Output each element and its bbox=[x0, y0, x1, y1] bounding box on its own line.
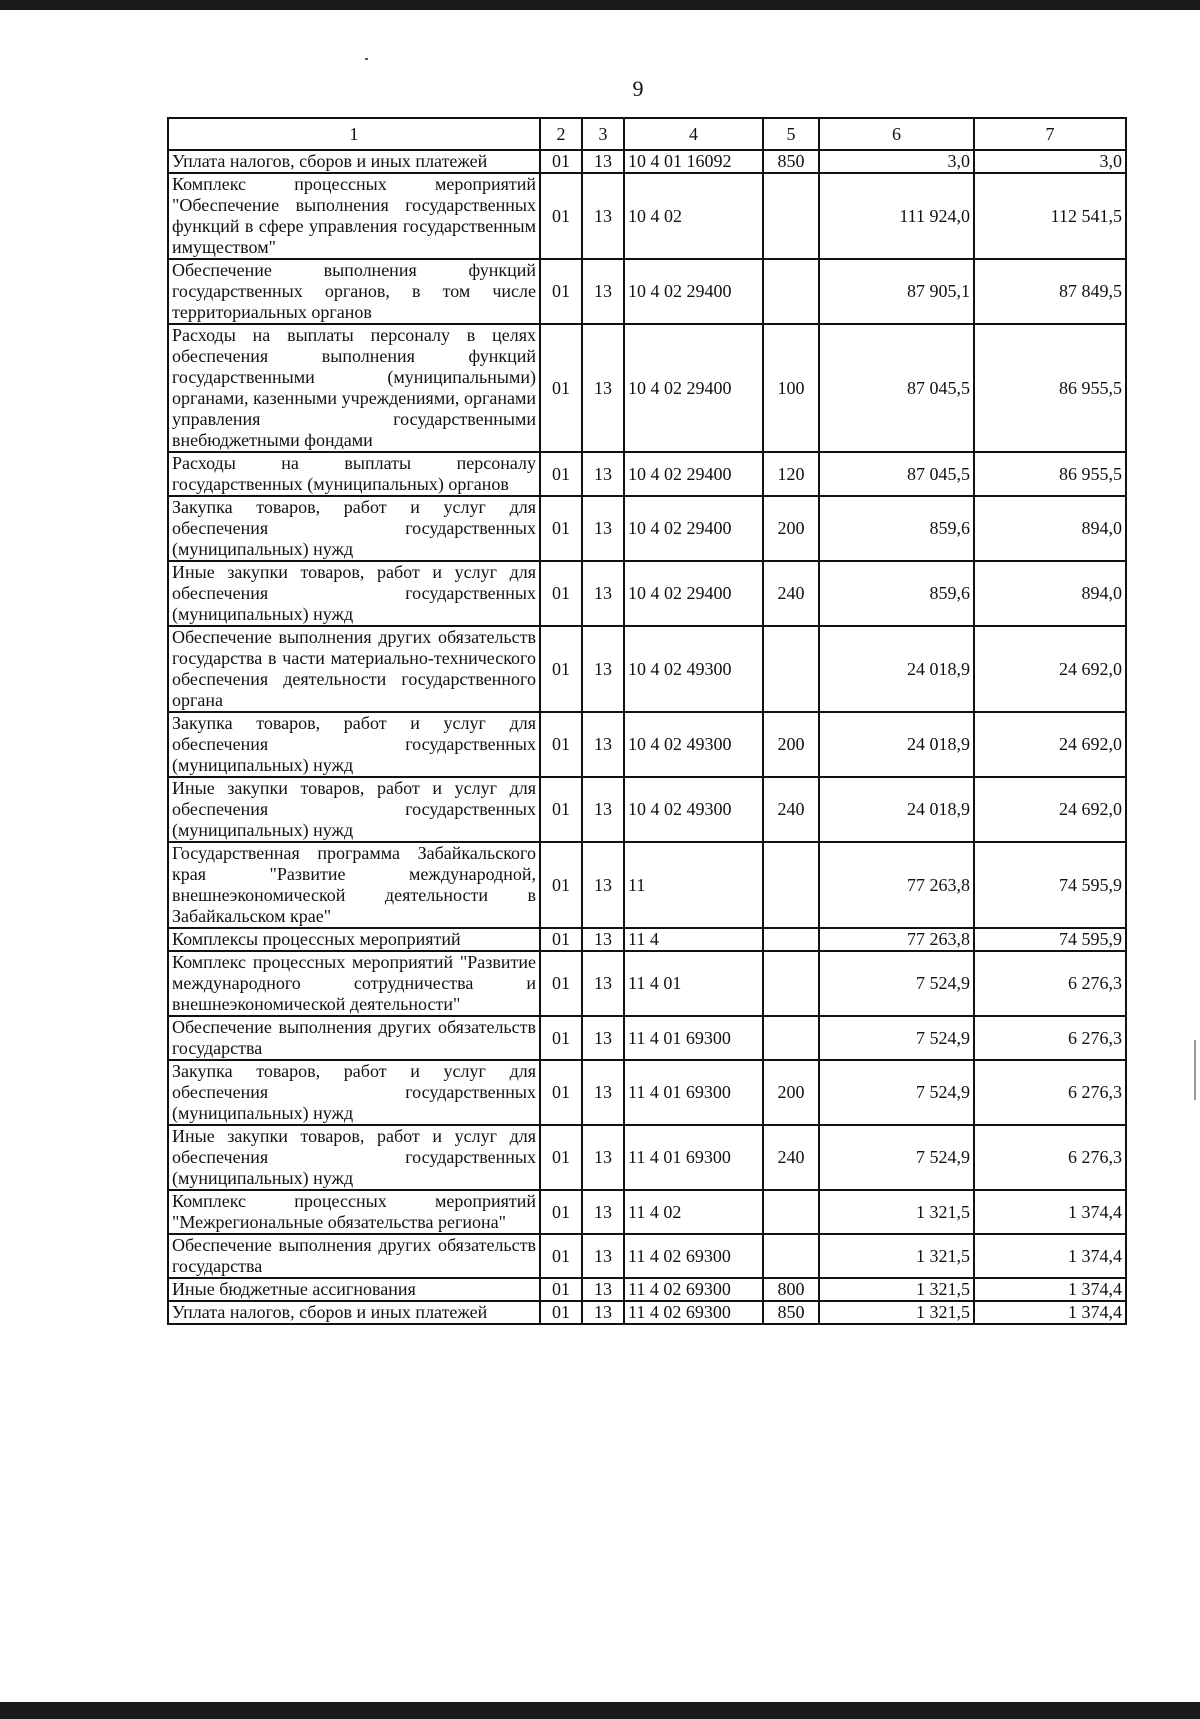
subsection-code: 13 bbox=[582, 150, 624, 173]
amount-year-1: 24 018,9 bbox=[819, 626, 974, 712]
expense-type-code bbox=[763, 173, 819, 259]
amount-year-2: 6 276,3 bbox=[974, 1016, 1126, 1060]
section-code: 01 bbox=[540, 150, 582, 173]
row-description: Закупка товаров, работ и услуг для обеспечения государственных (муниципальных) нужд bbox=[168, 496, 540, 561]
section-code: 01 bbox=[540, 452, 582, 496]
subsection-code: 13 bbox=[582, 1190, 624, 1234]
table-row bbox=[168, 173, 1126, 259]
target-article-code: 10 4 02 49300 bbox=[624, 712, 763, 777]
amount-year-2: 112 541,5 bbox=[974, 173, 1126, 259]
scan-speck bbox=[1194, 1040, 1196, 1100]
row-description: Расходы на выплаты персоналу государственных (муниципальных) органов bbox=[168, 452, 540, 496]
table-row bbox=[168, 777, 1126, 842]
table-body bbox=[168, 150, 1126, 1324]
expense-type-code bbox=[763, 259, 819, 324]
amount-year-2: 86 955,5 bbox=[974, 324, 1126, 452]
row-description: Комплексы процессных мероприятий bbox=[168, 928, 540, 951]
amount-year-1: 87 905,1 bbox=[819, 259, 974, 324]
scan-speck bbox=[365, 58, 368, 60]
row-description: Комплекс процессных мероприятий "Межрегиональные обязательства региона" bbox=[168, 1190, 540, 1234]
expense-type-code bbox=[763, 1016, 819, 1060]
row-description: Обеспечение выполнения функций государственных органов, в том числе территориальных органов bbox=[168, 259, 540, 324]
amount-year-2: 894,0 bbox=[974, 496, 1126, 561]
subsection-code: 13 bbox=[582, 1125, 624, 1190]
table-row bbox=[168, 928, 1126, 951]
amount-year-1: 859,6 bbox=[819, 561, 974, 626]
row-description: Обеспечение выполнения других обязательств государства в части материально-технического обеспечения деятельности государственного органа bbox=[168, 626, 540, 712]
amount-year-2: 1 374,4 bbox=[974, 1301, 1126, 1324]
expense-type-code bbox=[763, 951, 819, 1016]
table-row bbox=[168, 561, 1126, 626]
subsection-code: 13 bbox=[582, 324, 624, 452]
amount-year-2: 87 849,5 bbox=[974, 259, 1126, 324]
column-header: 1 bbox=[168, 118, 540, 150]
target-article-code: 11 4 02 69300 bbox=[624, 1278, 763, 1301]
column-header: 6 bbox=[819, 118, 974, 150]
amount-year-2: 6 276,3 bbox=[974, 1060, 1126, 1125]
amount-year-2: 6 276,3 bbox=[974, 1125, 1126, 1190]
section-code: 01 bbox=[540, 712, 582, 777]
amount-year-1: 1 321,5 bbox=[819, 1278, 974, 1301]
amount-year-1: 3,0 bbox=[819, 150, 974, 173]
expense-type-code: 200 bbox=[763, 1060, 819, 1125]
target-article-code: 10 4 02 29400 bbox=[624, 561, 763, 626]
expense-type-code bbox=[763, 626, 819, 712]
amount-year-2: 1 374,4 bbox=[974, 1234, 1126, 1278]
amount-year-1: 1 321,5 bbox=[819, 1301, 974, 1324]
subsection-code: 13 bbox=[582, 712, 624, 777]
table-row bbox=[168, 1234, 1126, 1278]
amount-year-2: 3,0 bbox=[974, 150, 1126, 173]
row-description: Обеспечение выполнения других обязательств государства bbox=[168, 1234, 540, 1278]
target-article-code: 11 4 02 69300 bbox=[624, 1234, 763, 1278]
table-row bbox=[168, 626, 1126, 712]
amount-year-1: 87 045,5 bbox=[819, 324, 974, 452]
expense-type-code: 240 bbox=[763, 1125, 819, 1190]
expense-type-code: 850 bbox=[763, 150, 819, 173]
subsection-code: 13 bbox=[582, 626, 624, 712]
target-article-code: 10 4 02 29400 bbox=[624, 496, 763, 561]
table-row bbox=[168, 452, 1126, 496]
column-header: 5 bbox=[763, 118, 819, 150]
expense-type-code: 100 bbox=[763, 324, 819, 452]
section-code: 01 bbox=[540, 1190, 582, 1234]
section-code: 01 bbox=[540, 777, 582, 842]
table-row bbox=[168, 842, 1126, 928]
row-description: Иные закупки товаров, работ и услуг для обеспечения государственных (муниципальных) нужд bbox=[168, 561, 540, 626]
column-header: 4 bbox=[624, 118, 763, 150]
subsection-code: 13 bbox=[582, 259, 624, 324]
amount-year-1: 859,6 bbox=[819, 496, 974, 561]
row-description: Уплата налогов, сборов и иных платежей bbox=[168, 150, 540, 173]
amount-year-1: 24 018,9 bbox=[819, 777, 974, 842]
row-description: Расходы на выплаты персоналу в целях обеспечения выполнения функций государственными (муниципальными) органами, казенными учреждениями, органами управления государственными внебюджетными фондами bbox=[168, 324, 540, 452]
section-code: 01 bbox=[540, 1016, 582, 1060]
scan-edge-top bbox=[0, 0, 1200, 10]
budget-table bbox=[167, 117, 1127, 1325]
table-row bbox=[168, 150, 1126, 173]
amount-year-1: 7 524,9 bbox=[819, 1060, 974, 1125]
subsection-code: 13 bbox=[582, 1278, 624, 1301]
expense-type-code: 240 bbox=[763, 777, 819, 842]
target-article-code: 10 4 01 16092 bbox=[624, 150, 763, 173]
page-number: 9 bbox=[632, 76, 644, 101]
expense-type-code bbox=[763, 1190, 819, 1234]
amount-year-2: 1 374,4 bbox=[974, 1190, 1126, 1234]
amount-year-1: 77 263,8 bbox=[819, 842, 974, 928]
row-description: Обеспечение выполнения других обязательств государства bbox=[168, 1016, 540, 1060]
column-header: 7 bbox=[974, 118, 1126, 150]
amount-year-1: 77 263,8 bbox=[819, 928, 974, 951]
row-description: Закупка товаров, работ и услуг для обеспечения государственных (муниципальных) нужд bbox=[168, 1060, 540, 1125]
row-description: Комплекс процессных мероприятий "Развитие международного сотрудничества и внешнеэкономической деятельности" bbox=[168, 951, 540, 1016]
table-row bbox=[168, 1278, 1126, 1301]
amount-year-1: 1 321,5 bbox=[819, 1190, 974, 1234]
amount-year-1: 24 018,9 bbox=[819, 712, 974, 777]
section-code: 01 bbox=[540, 496, 582, 561]
row-description: Иные закупки товаров, работ и услуг для обеспечения государственных (муниципальных) нужд bbox=[168, 777, 540, 842]
target-article-code: 10 4 02 29400 bbox=[624, 259, 763, 324]
table-row bbox=[168, 496, 1126, 561]
table-row bbox=[168, 951, 1126, 1016]
row-description: Государственная программа Забайкальского края "Развитие международной, внешнеэкономической деятельности в Забайкальском крае" bbox=[168, 842, 540, 928]
subsection-code: 13 bbox=[582, 842, 624, 928]
expense-type-code: 200 bbox=[763, 496, 819, 561]
amount-year-1: 111 924,0 bbox=[819, 173, 974, 259]
amount-year-2: 894,0 bbox=[974, 561, 1126, 626]
amount-year-1: 7 524,9 bbox=[819, 1016, 974, 1060]
expense-type-code: 200 bbox=[763, 712, 819, 777]
subsection-code: 13 bbox=[582, 452, 624, 496]
subsection-code: 13 bbox=[582, 561, 624, 626]
row-description: Уплата налогов, сборов и иных платежей bbox=[168, 1301, 540, 1324]
target-article-code: 10 4 02 49300 bbox=[624, 777, 763, 842]
amount-year-1: 7 524,9 bbox=[819, 951, 974, 1016]
subsection-code: 13 bbox=[582, 1060, 624, 1125]
table-row bbox=[168, 1016, 1126, 1060]
subsection-code: 13 bbox=[582, 928, 624, 951]
amount-year-2: 24 692,0 bbox=[974, 712, 1126, 777]
amount-year-2: 86 955,5 bbox=[974, 452, 1126, 496]
table-row bbox=[168, 259, 1126, 324]
amount-year-2: 6 276,3 bbox=[974, 951, 1126, 1016]
table-row bbox=[168, 1190, 1126, 1234]
target-article-code: 11 4 01 69300 bbox=[624, 1125, 763, 1190]
amount-year-1: 87 045,5 bbox=[819, 452, 974, 496]
amount-year-2: 74 595,9 bbox=[974, 928, 1126, 951]
section-code: 01 bbox=[540, 324, 582, 452]
amount-year-2: 74 595,9 bbox=[974, 842, 1126, 928]
row-description: Комплекс процессных мероприятий "Обеспечение выполнения государственных функций в сфере управления государственным имуществом" bbox=[168, 173, 540, 259]
section-code: 01 bbox=[540, 951, 582, 1016]
table-row bbox=[168, 324, 1126, 452]
target-article-code: 11 4 bbox=[624, 928, 763, 951]
section-code: 01 bbox=[540, 626, 582, 712]
target-article-code: 10 4 02 49300 bbox=[624, 626, 763, 712]
amount-year-2: 24 692,0 bbox=[974, 777, 1126, 842]
expense-type-code bbox=[763, 928, 819, 951]
section-code: 01 bbox=[540, 1278, 582, 1301]
table-header-row bbox=[168, 118, 1126, 150]
table-row bbox=[168, 1060, 1126, 1125]
row-description: Закупка товаров, работ и услуг для обеспечения государственных (муниципальных) нужд bbox=[168, 712, 540, 777]
target-article-code: 10 4 02 29400 bbox=[624, 324, 763, 452]
subsection-code: 13 bbox=[582, 1301, 624, 1324]
subsection-code: 13 bbox=[582, 1234, 624, 1278]
expense-type-code: 800 bbox=[763, 1278, 819, 1301]
subsection-code: 13 bbox=[582, 173, 624, 259]
table-row bbox=[168, 1301, 1126, 1324]
column-header: 2 bbox=[540, 118, 582, 150]
subsection-code: 13 bbox=[582, 951, 624, 1016]
section-code: 01 bbox=[540, 561, 582, 626]
target-article-code: 11 bbox=[624, 842, 763, 928]
section-code: 01 bbox=[540, 1234, 582, 1278]
target-article-code: 11 4 01 bbox=[624, 951, 763, 1016]
column-header: 3 bbox=[582, 118, 624, 150]
subsection-code: 13 bbox=[582, 496, 624, 561]
expense-type-code bbox=[763, 842, 819, 928]
expense-type-code: 850 bbox=[763, 1301, 819, 1324]
section-code: 01 bbox=[540, 1301, 582, 1324]
expense-type-code: 240 bbox=[763, 561, 819, 626]
section-code: 01 bbox=[540, 1060, 582, 1125]
expense-type-code bbox=[763, 1234, 819, 1278]
section-code: 01 bbox=[540, 1125, 582, 1190]
target-article-code: 11 4 01 69300 bbox=[624, 1060, 763, 1125]
table-row bbox=[168, 1125, 1126, 1190]
amount-year-1: 7 524,9 bbox=[819, 1125, 974, 1190]
expense-type-code: 120 bbox=[763, 452, 819, 496]
row-description: Иные бюджетные ассигнования bbox=[168, 1278, 540, 1301]
amount-year-2: 24 692,0 bbox=[974, 626, 1126, 712]
table-row bbox=[168, 712, 1126, 777]
subsection-code: 13 bbox=[582, 777, 624, 842]
subsection-code: 13 bbox=[582, 1016, 624, 1060]
row-description: Иные закупки товаров, работ и услуг для обеспечения государственных (муниципальных) нужд bbox=[168, 1125, 540, 1190]
target-article-code: 11 4 01 69300 bbox=[624, 1016, 763, 1060]
section-code: 01 bbox=[540, 842, 582, 928]
target-article-code: 11 4 02 bbox=[624, 1190, 763, 1234]
section-code: 01 bbox=[540, 259, 582, 324]
target-article-code: 11 4 02 69300 bbox=[624, 1301, 763, 1324]
amount-year-2: 1 374,4 bbox=[974, 1278, 1126, 1301]
target-article-code: 10 4 02 29400 bbox=[624, 452, 763, 496]
section-code: 01 bbox=[540, 173, 582, 259]
scan-edge-bottom bbox=[0, 1702, 1200, 1719]
section-code: 01 bbox=[540, 928, 582, 951]
target-article-code: 10 4 02 bbox=[624, 173, 763, 259]
amount-year-1: 1 321,5 bbox=[819, 1234, 974, 1278]
